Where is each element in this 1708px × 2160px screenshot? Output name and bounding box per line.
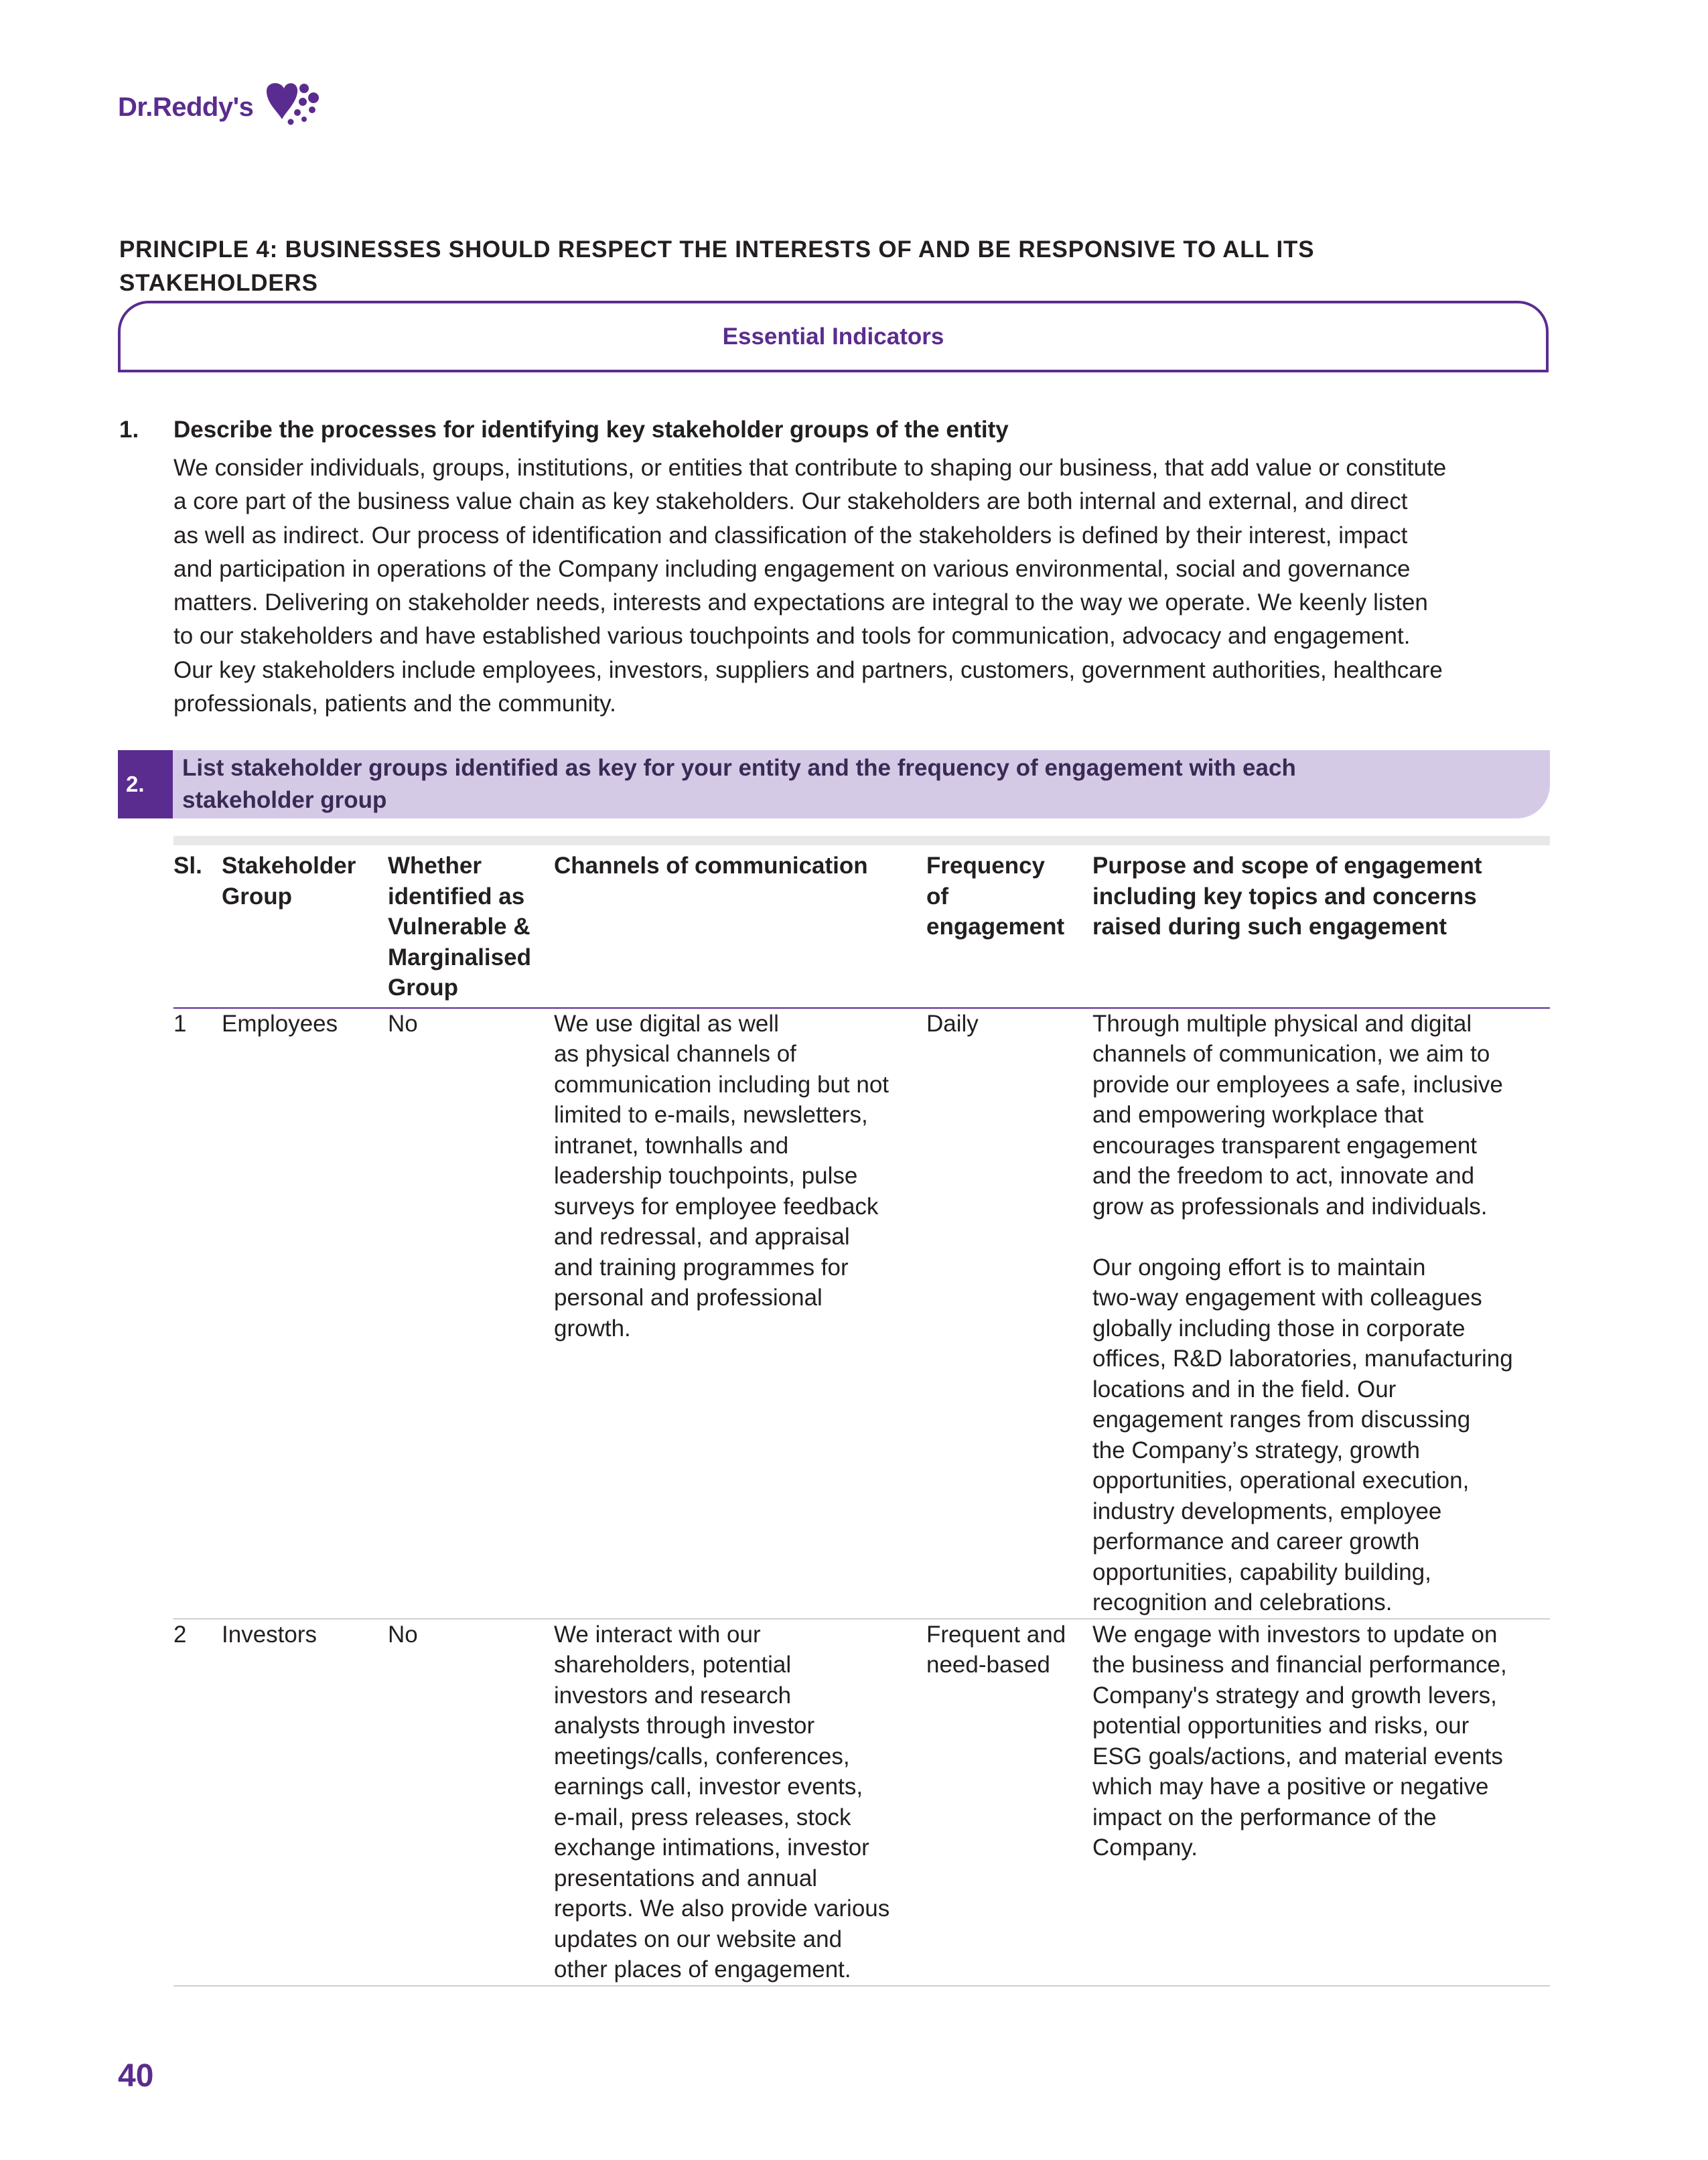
cell-sl: 2 [173, 1619, 222, 1986]
header-frequency: Frequency of engagement [926, 845, 1092, 1008]
question-1-title: Describe the processes for identifying key stakeholder groups of the entity [173, 417, 1009, 443]
cell-channels: We interact with our shareholders, potential investors and research analysts through investor meetings/calls, conferences, earnings call, investor events, e-mail, press releases, stock exchange intimations, investor presentations and annual reports. We also provide various updates on our website and other places of engagement. [554, 1619, 926, 1986]
cell-sl: 1 [173, 1008, 222, 1619]
body-line: as well as indirect. Our process of identification and classification of the stakeholders is defined by their interest, impact [173, 522, 1408, 549]
brand-name: Dr.Reddy's [118, 92, 254, 122]
principle-title-line1: PRINCIPLE 4: BUSINESSES SHOULD RESPECT THE INTERESTS OF AND BE RESPONSIVE TO ALL ITS [119, 236, 1315, 263]
body-line: to our stakeholders and have established various touchpoints and tools for communication, advocacy and engagement. [173, 623, 1411, 650]
table-row [173, 1008, 1550, 1619]
body-line: Our key stakeholders include employees, investors, suppliers and partners, customers, government authorities, healthcare [173, 656, 1443, 683]
essential-indicators-box [118, 301, 1549, 372]
stakeholder-table [173, 845, 1550, 1987]
body-line: matters. Delivering on stakeholder needs, interests and expectations are integral to the way we operate. We keenly listen [173, 589, 1428, 616]
body-line: and participation in operations of the Company including engagement on various environmental, social and governance [173, 555, 1411, 582]
table-header-row [173, 845, 1550, 1008]
header-sl: Sl. [173, 845, 222, 1008]
cell-purpose: Through multiple physical and digital channels of communication, we aim to provide our employees a safe, inclusive and empowering workplace that encourages transparent engagement and the freedom to act, innovate and grow as professionals and individuals. Our ongoing effort is to maintain two-way engagement with colleagues globally including those in corporate offices, R&D laboratories, manufacturing locations and in the field. Our engagement ranges from discussing the Company’s strategy, growth opportunities, operational execution, industry developments, employee performance and career growth opportunities, capability building, recognition and celebrations. [1092, 1008, 1550, 1619]
principle-title-line2: STAKEHOLDERS [119, 270, 318, 296]
cell-frequency: Daily [926, 1008, 1092, 1619]
header-vulnerable: Whether identified as Vulnerable & Marginalised Group [388, 845, 554, 1008]
question-2-number: 2. [118, 750, 173, 818]
body-line: professionals, patients and the community. [173, 691, 616, 717]
question-1-body [173, 451, 1553, 721]
cell-channels: We use digital as well as physical channels of communication including but not limited to e-mails, newsletters, intranet, townhalls and leadership touchpoints, pulse surveys for employee feedback and redressal, and appraisal and training programmes for personal and professional growth. [554, 1008, 926, 1619]
cell-vulnerable: No [388, 1008, 554, 1619]
question-2-title-line1: List stakeholder groups identified as key for your entity and the frequency of engagement with each [182, 755, 1296, 781]
cell-purpose: We engage with investors to update on the business and financial performance, Company's strategy and growth levers, potential opportunities and risks, our ESG goals/actions, and material events which may have a positive or negative impact on the performance of the Company. [1092, 1619, 1550, 1986]
logo-heart-icon [260, 79, 322, 135]
header-purpose: Purpose and scope of engagement including key topics and concerns raised during such engagement [1092, 845, 1550, 1008]
question-2-title-line2: stakeholder group [182, 787, 387, 813]
cell-vulnerable: No [388, 1619, 554, 1986]
principle-title [119, 233, 1559, 300]
question-2-title [182, 752, 1296, 816]
question-1-number: 1. [119, 417, 139, 443]
table-top-rule [173, 836, 1550, 845]
body-line: We consider individuals, groups, institutions, or entities that contribute to shaping our business, that add value or constitute [173, 455, 1447, 481]
essential-indicators-label: Essential Indicators [722, 323, 944, 350]
cell-frequency: Frequent and need-based [926, 1619, 1092, 1986]
table-row [173, 1619, 1550, 1986]
page-number: 40 [118, 2058, 154, 2094]
question-2-band [173, 750, 1550, 818]
header-channels: Channels of communication [554, 845, 926, 1008]
header-stakeholder-group: Stakeholder Group [222, 845, 388, 1008]
cell-group: Investors [222, 1619, 388, 1986]
body-line: a core part of the business value chain as key stakeholders. Our stakeholders are both internal and external, and direct [173, 488, 1408, 515]
company-logo [118, 79, 322, 135]
cell-group: Employees [222, 1008, 388, 1619]
